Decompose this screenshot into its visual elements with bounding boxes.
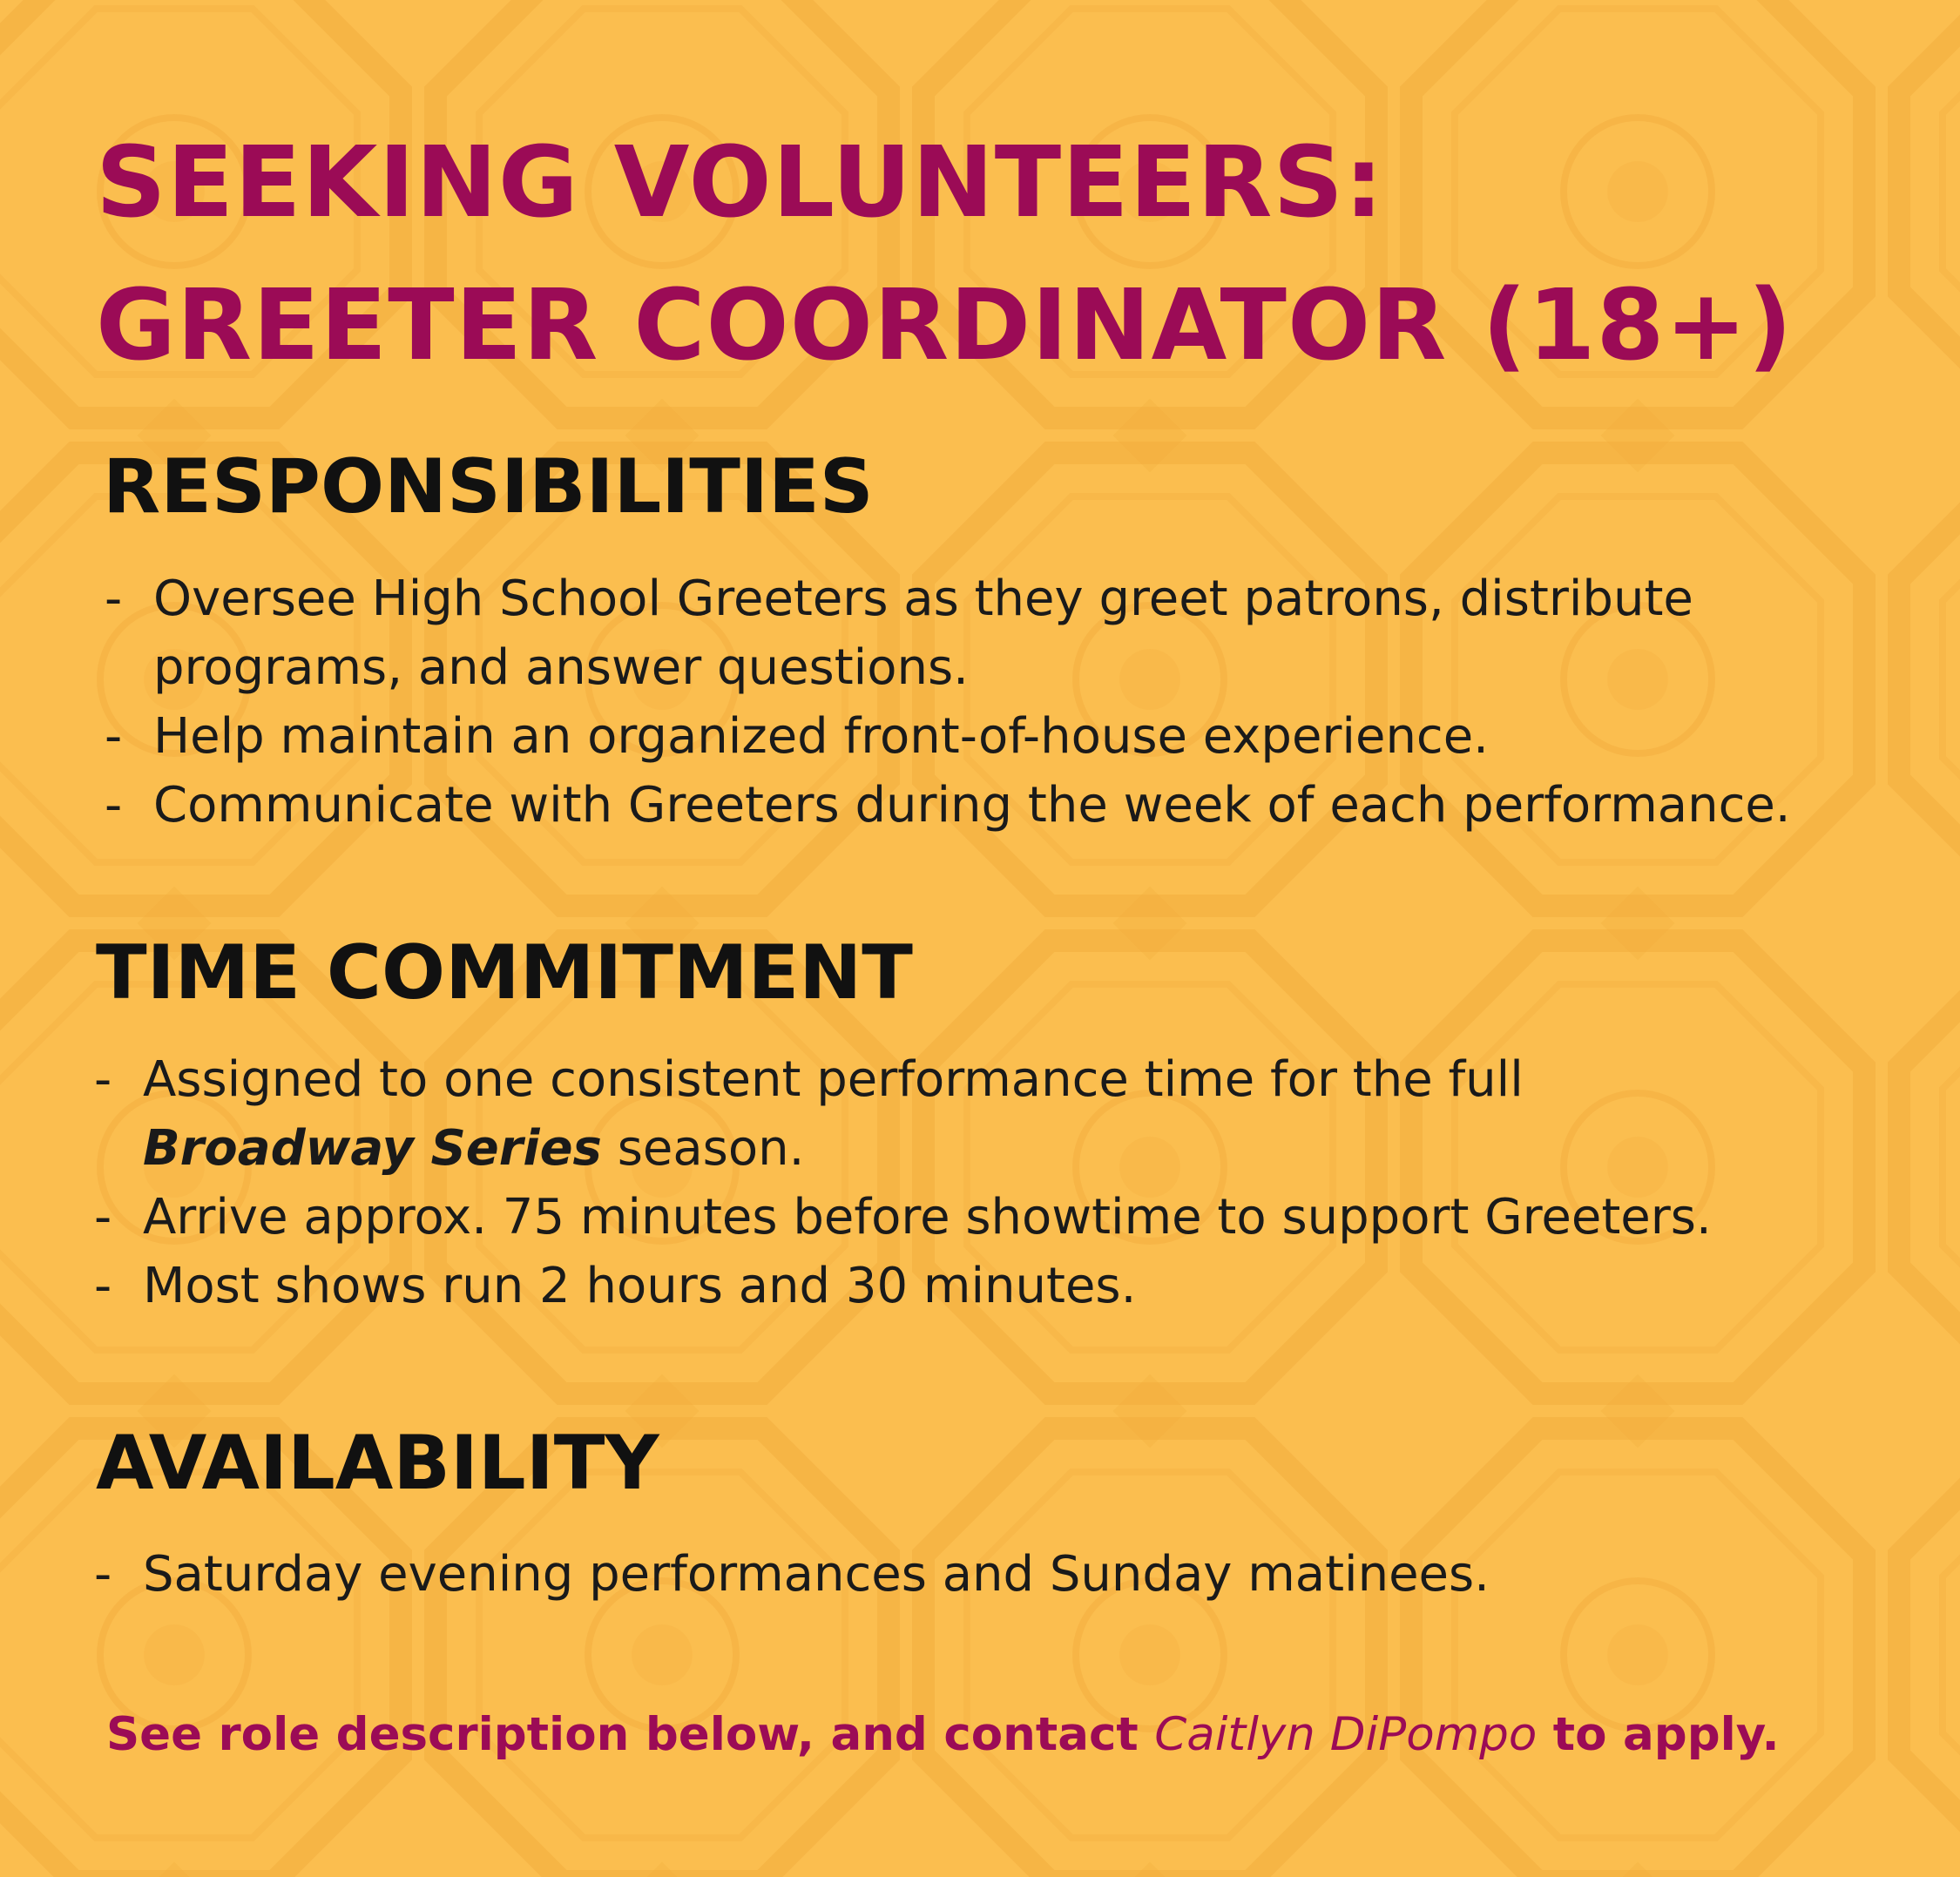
bullet-dash: - [94, 1546, 112, 1603]
availability-list [94, 1540, 1490, 1609]
item-text-continued [143, 1114, 1712, 1183]
bullet-dash: - [105, 777, 123, 834]
apply-call-to-action [106, 1700, 1780, 1770]
broadway-series-emphasis: Broadway Series [143, 1120, 602, 1177]
list-item [94, 1183, 1712, 1252]
time-commitment-heading: TIME COMMITMENT [96, 929, 913, 1016]
list-item [105, 771, 1791, 840]
flyer-title [96, 111, 1793, 397]
item-text: Saturday evening performances and Sunday matinees. [143, 1546, 1490, 1603]
list-item [94, 1045, 1712, 1183]
list-item [94, 1252, 1712, 1320]
item-text-continued: programs, and answer questions. [153, 639, 969, 696]
item-text: Assigned to one consistent performance time for the full [143, 1051, 1524, 1108]
list-item [105, 702, 1791, 771]
responsibilities-list [105, 564, 1791, 840]
item-text: Most shows run 2 hours and 30 minutes. [143, 1258, 1137, 1314]
item-text: Communicate with Greeters during the week of each performance. [153, 777, 1791, 834]
availability-heading: AVAILABILITY [96, 1420, 659, 1507]
item-text: Arrive approx. 75 minutes before showtime to support Greeters. [143, 1189, 1712, 1246]
item-text: Help maintain an organized front-of-house experience. [153, 708, 1489, 765]
title-line-2: GREETER COORDINATOR (18+) [96, 269, 1794, 382]
bullet-dash: - [94, 1258, 112, 1314]
item-text-rest: season. [601, 1120, 805, 1177]
bullet-dash: - [94, 1189, 112, 1246]
responsibilities-heading: RESPONSIBILITIES [103, 443, 874, 530]
list-item [94, 1540, 1490, 1609]
contact-name: Caitlyn DiPompo [1154, 1708, 1538, 1761]
bullet-dash: - [105, 571, 123, 627]
footer-suffix: to apply. [1537, 1708, 1780, 1761]
footer-prefix: See role description below, and contact [106, 1708, 1155, 1761]
bullet-dash: - [94, 1051, 112, 1108]
list-item [105, 564, 1791, 702]
item-text: Oversee High School Greeters as they greet patrons, distribute [153, 571, 1693, 627]
time-commitment-list [94, 1045, 1712, 1320]
bullet-dash: - [105, 708, 123, 765]
title-line-1: SEEKING VOLUNTEERS: [96, 126, 1384, 240]
